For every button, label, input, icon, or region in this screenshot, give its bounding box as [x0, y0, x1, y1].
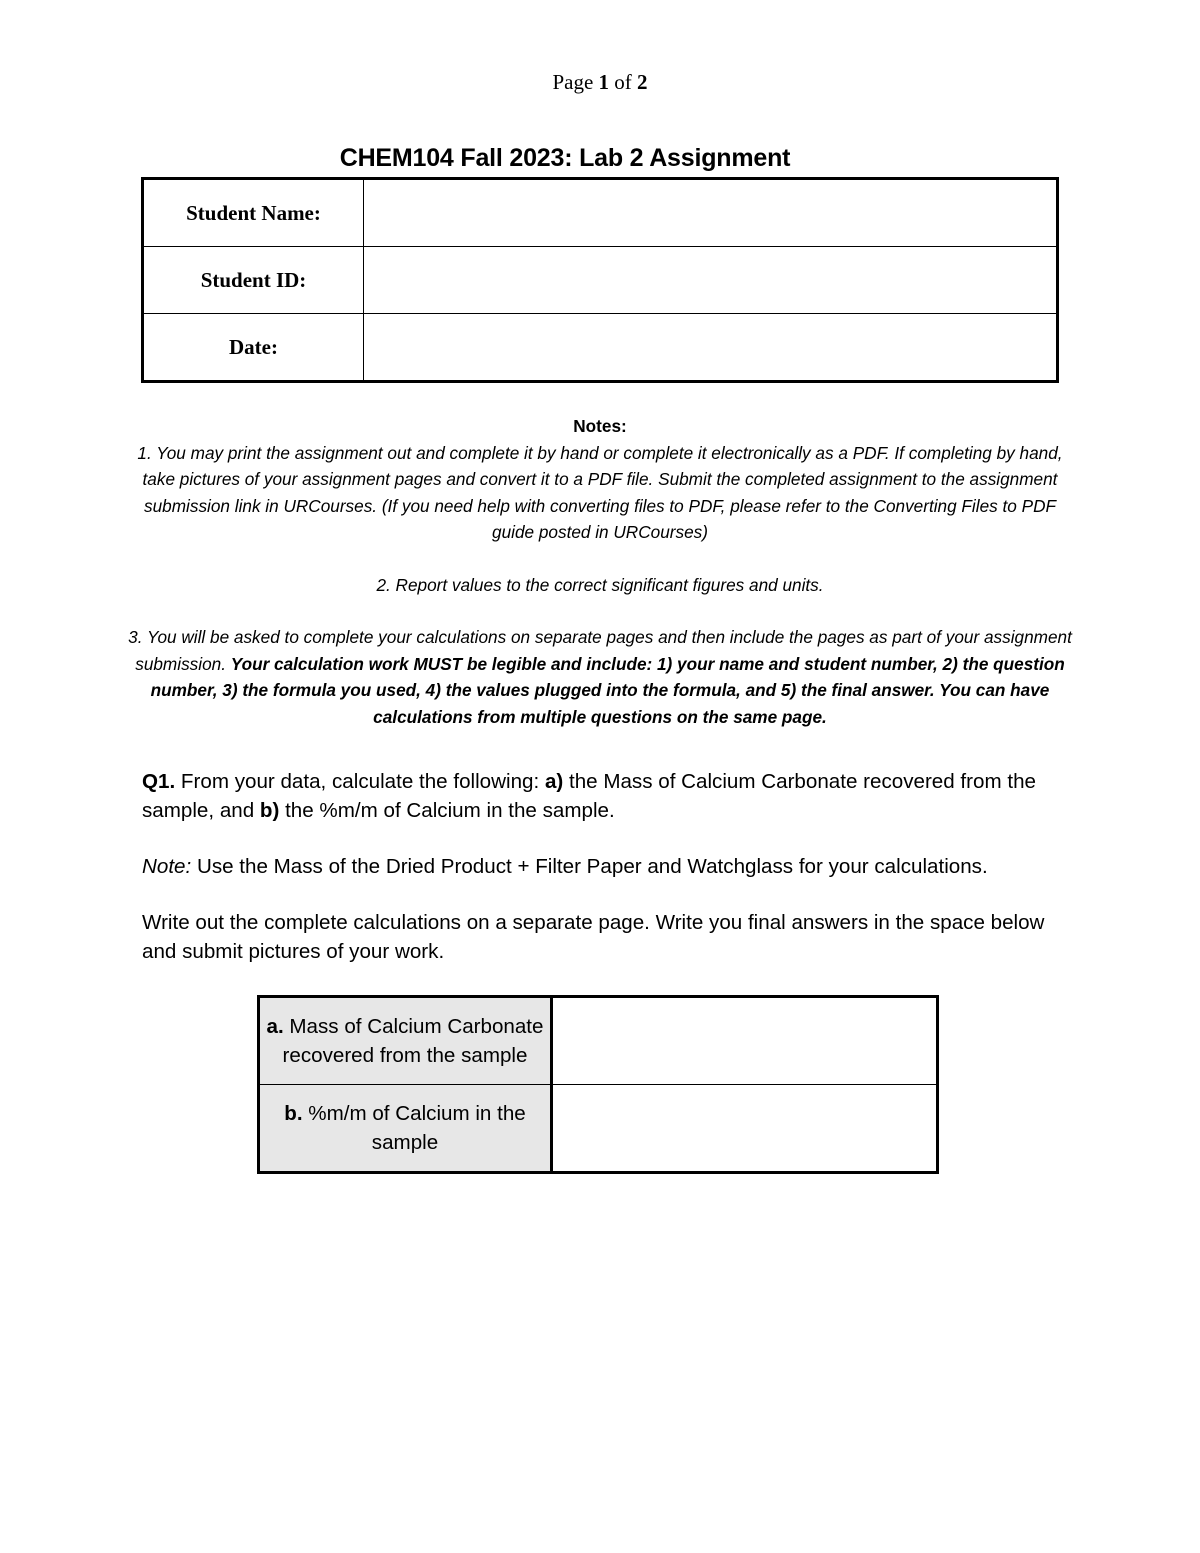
answer-a-field[interactable] [552, 997, 938, 1085]
q1-part-b-marker: b) [259, 799, 280, 822]
page-word: Page [552, 70, 594, 94]
note-3-plain: 3. You will be asked to complete your calculations on separate pages and then include the pages as part of your assignment submission. [128, 627, 1072, 674]
answer-a-label [259, 997, 552, 1085]
answer-b-marker: b. [284, 1102, 303, 1125]
q1-text-2: the Mass of Calcium Carbonate recovered from the sample, and [142, 770, 1036, 822]
page-current: 1 [598, 70, 610, 94]
q1-note-text: Use the Mass of the Dried Product + Filter Paper and Watchglass for your calculations. [191, 855, 988, 878]
document-title: CHEM104 Fall 2023: Lab 2 Assignment [339, 144, 791, 172]
notes-heading: Notes: [573, 416, 627, 436]
q1-note-label: Note: [142, 855, 192, 878]
q1-label: Q1. [142, 770, 176, 793]
q1-prompt [142, 767, 1062, 825]
answer-b-text: %m/m of Calcium in the sample [302, 1102, 526, 1154]
answer-b-field[interactable] [552, 1085, 938, 1173]
date-field[interactable] [364, 314, 1058, 382]
note-1: 1. You may print the assignment out and complete it by hand or complete it electronically as a PDF. If completing by hand, take pictures of your assignment pages and convert it to a PDF file. Submit the completed assignment to the assignment submission link in URCourses. (If you need help with converting files to PDF, please refer to the Converting Files to PDF guide posted in URCourses) [137, 442, 1063, 542]
answer-row-a [259, 997, 938, 1085]
student-id-row [143, 247, 1058, 314]
q1-part-a-marker: a) [544, 770, 564, 793]
date-label: Date: [143, 314, 364, 382]
answer-row-b [259, 1085, 938, 1173]
student-info-table [141, 177, 1059, 383]
student-name-row [143, 179, 1058, 247]
answer-table [257, 995, 939, 1174]
note-2: 2. Report values to the correct significant figures and units. [376, 574, 824, 595]
question-1 [142, 767, 1062, 966]
notes-section [128, 413, 1072, 730]
answer-a-marker: a. [266, 1015, 284, 1038]
date-row [143, 314, 1058, 382]
student-name-field[interactable] [364, 179, 1058, 247]
answer-a-text: Mass of Calcium Carbonate recovered from the sample [282, 1015, 544, 1067]
student-name-label: Student Name: [143, 179, 364, 247]
note-3 [128, 624, 1072, 730]
q1-note [142, 852, 1062, 881]
student-id-label: Student ID: [143, 247, 364, 314]
note-3-bold: Your calculation work MUST be legible and include: 1) your name and student number, 2) the question number, 3) the formula you used, 4) the values plugged into the formula, and 5) the final answer. You can have calculations from multiple questions on the same page. [150, 653, 1065, 727]
answer-b-label [259, 1085, 552, 1173]
page-of-word: of [614, 70, 632, 94]
student-id-field[interactable] [364, 247, 1058, 314]
page-total: 2 [637, 70, 648, 94]
page-number-header [0, 70, 1200, 95]
q1-text-3: the %m/m of Calcium in the sample. [279, 799, 615, 822]
q1-instruction: Write out the complete calculations on a separate page. Write you final answers in the space below and submit pictures of your work. [142, 911, 1045, 963]
q1-text-1: From your data, calculate the following: [175, 770, 545, 793]
